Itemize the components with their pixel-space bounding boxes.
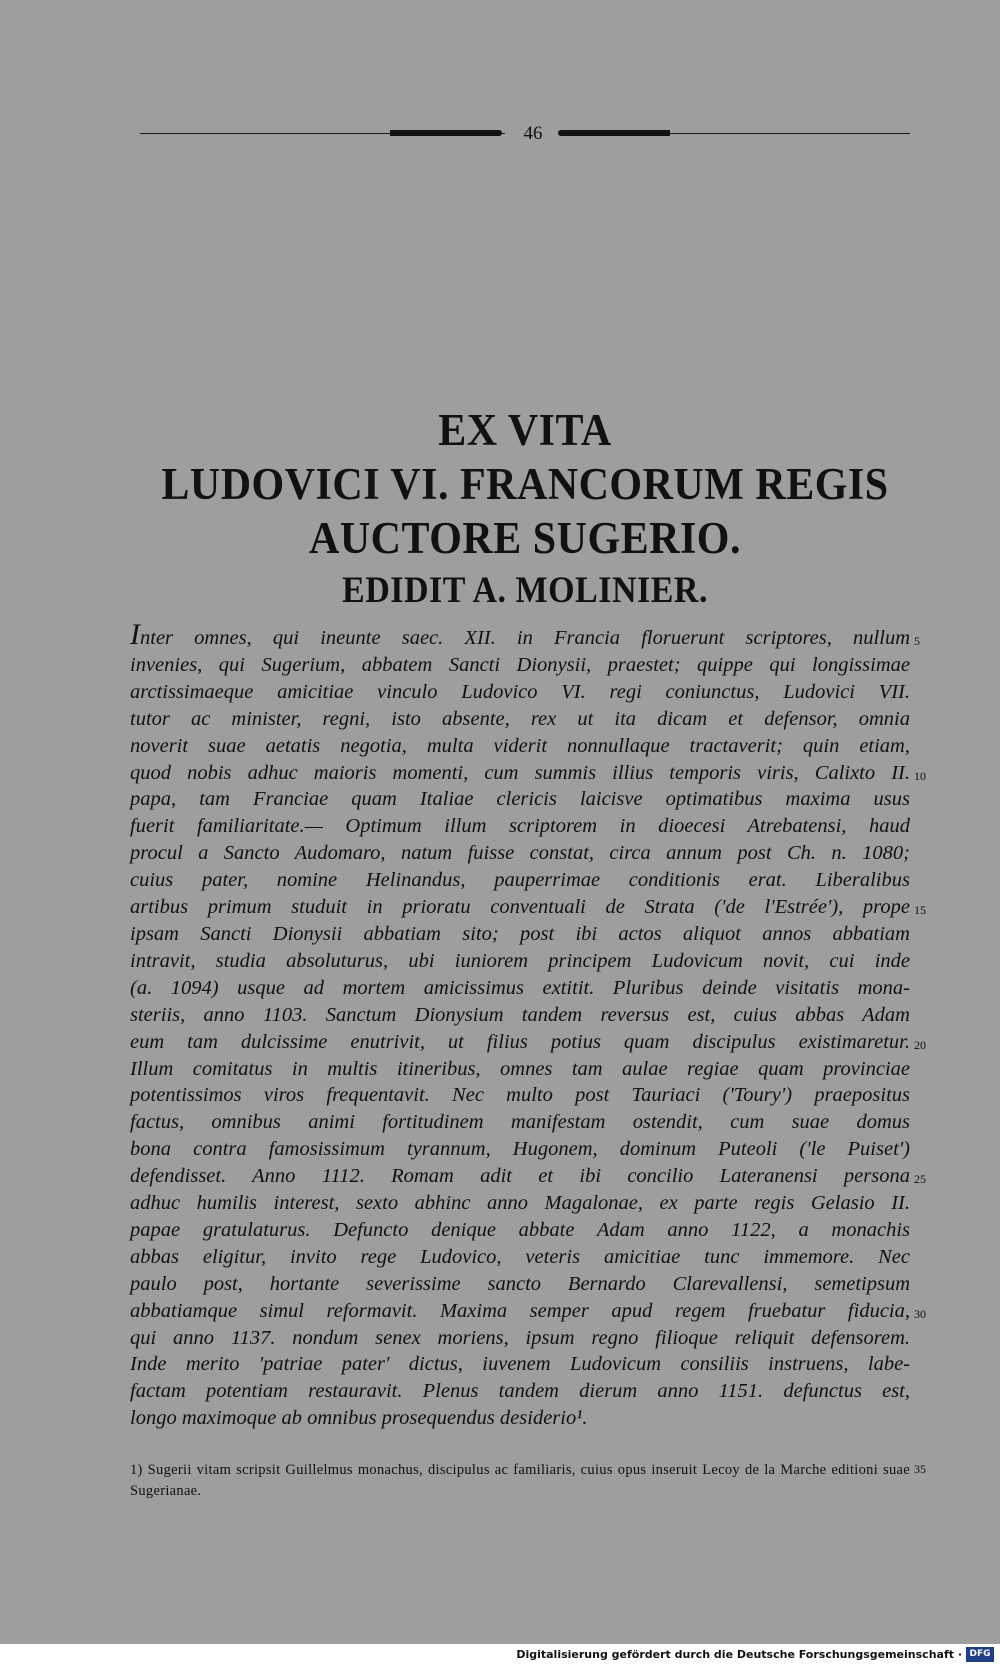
body-line: papa, tam Franciae quam Italiae clericis laicisve optimatibus maxima usus bbox=[130, 788, 910, 811]
body-line: qui anno 1137. nondum senex moriens, ipsum regno filioque reliquit defensorem. bbox=[130, 1326, 910, 1349]
body-line: bona contra famosissimum tyrannum, Hugonem, dominum Puteoli ('le Puiset') bbox=[130, 1138, 910, 1161]
footnote: 1) Sugerii vitam scripsit Guillelmus monachus, discipulus ac familiaris, cuius opus inseruit Lecoy de la Marche editioni suae Sugerianae. bbox=[130, 1462, 910, 1499]
margin-line-number: 10 bbox=[914, 768, 926, 783]
page-number: 46 bbox=[523, 123, 543, 144]
body-line: intravit, studia absoluturus, ubi iuniorem principem Ludovicum novit, cui inde bbox=[130, 949, 910, 972]
body-line: Illum comitatus in multis itineribus, omnes tam aulae regiae quam provinciae bbox=[130, 1057, 910, 1080]
body-line: fuerit familiaritate.— Optimum illum scriptorem in dioecesi Atrebatensi, haud bbox=[130, 815, 910, 838]
body-line: factam potentiam restauravit. Plenus tandem dierum anno 1151. defunctus est, bbox=[130, 1380, 910, 1403]
footnote-line-number: 35 bbox=[914, 1462, 926, 1476]
body-line: artibus primum studuit in prioratu conventuali de Strata ('de l'Estrée'), prope bbox=[130, 896, 910, 919]
body-line: adhuc humilis interest, sexto abhinc anno Magalonae, ex parte regis Gelasio II. bbox=[130, 1192, 910, 1215]
body-line: eum tam dulcissime enutrivit, ut filius potius quam discipulus existimaretur. bbox=[130, 1030, 910, 1053]
body-line: papae gratulaturus. Defuncto denique abbate Adam anno 1122, a monachis bbox=[130, 1218, 910, 1241]
body-line: longo maximoque ab omnibus prosequendus desiderio¹. bbox=[130, 1407, 588, 1430]
body-line: procul a Sancto Audomaro, natum fuisse constat, circa annum post Ch. n. 1080; bbox=[130, 842, 910, 865]
title-line-1: EX VITA bbox=[438, 406, 612, 456]
body-line: tutor ac minister, regni, isto absente, rex ut ita dicam et defensor, omnia bbox=[130, 707, 910, 730]
title-line-3: AUCTORE SUGERIO. bbox=[309, 514, 741, 564]
margin-line-number: 20 bbox=[914, 1037, 926, 1052]
title-line-2: LUDOVICI VI. FRANCORUM REGIS bbox=[161, 460, 889, 510]
digitization-footer bbox=[0, 1644, 1000, 1667]
body-line: Inde merito 'patriae pater' dictus, iuvenem Ludovicum consiliis instruens, labe- bbox=[130, 1353, 910, 1376]
body-line: Inter omnes, qui ineunte saec. XII. in Francia floruerunt scriptores, nullum bbox=[130, 618, 910, 651]
body-line: invenies, qui Sugerium, abbatem Sancti Dionysii, praestet; quippe qui longissimae bbox=[130, 653, 910, 676]
margin-line-number: 25 bbox=[914, 1172, 926, 1186]
body-text bbox=[130, 618, 910, 1432]
body-line: (a. 1094) usque ad mortem amicissimus extitit. Pluribus deinde visitatis mona- bbox=[130, 976, 910, 999]
body-line: paulo post, hortante severissime sancto Bernardo Clarevallensi, semetipsum bbox=[130, 1272, 910, 1295]
dfg-logo: DFG bbox=[966, 1647, 994, 1662]
body-line: arctissimaeque amicitiae vinculo Ludovico VI. regi coniunctus, Ludovici VII. bbox=[130, 680, 910, 703]
funding-credit: Digitalisierung gefördert durch die Deutsche Forschungsgemeinschaft · bbox=[516, 1648, 962, 1661]
body-line: cuius pater, nomine Helinandus, pauperrimae conditionis erat. Liberalibus bbox=[130, 869, 910, 892]
margin-line-number: 5 bbox=[914, 634, 920, 648]
body-line: defendisset. Anno 1112. Romam adit et ibi concilio Lateranensi persona bbox=[130, 1165, 910, 1188]
title-block bbox=[130, 404, 920, 616]
margin-line-number: 15 bbox=[914, 903, 926, 917]
header-rule-left-ornament bbox=[390, 130, 502, 136]
editor-line: EDIDIT A. MOLINIER. bbox=[342, 570, 708, 611]
margin-line-number: 30 bbox=[914, 1306, 926, 1321]
body-line: factus, omnibus animi fortitudinem manifestam ostendit, cum suae domus bbox=[130, 1111, 910, 1134]
page-header bbox=[140, 122, 910, 146]
body-line: ipsam Sancti Dionysii abbatiam sito; post ibi actos aliquot annos abbatiam bbox=[130, 922, 910, 945]
body-line: potentissimos viros frequentavit. Nec multo post Tauriaci ('Toury') praepositus bbox=[130, 1084, 910, 1107]
body-line: quod nobis adhuc maioris momenti, cum summis illius temporis viris, Calixto II. bbox=[130, 761, 910, 784]
body-line: steriis, anno 1103. Sanctum Dionysium tandem reversus est, cuius abbas Adam bbox=[130, 1003, 910, 1026]
body-line: abbatiamque simul reformavit. Maxima semper apud regem fruebatur fiducia, bbox=[130, 1299, 910, 1322]
header-rule-right-ornament bbox=[558, 130, 670, 136]
body-line: noverit suae aetatis negotia, multa viderit nonnullaque tractaverit; quin etiam, bbox=[130, 734, 910, 757]
initial-letter: I bbox=[130, 618, 140, 651]
body-line: abbas eligitur, invito rege Ludovico, veteris amicitiae tunc immemore. Nec bbox=[130, 1245, 910, 1268]
